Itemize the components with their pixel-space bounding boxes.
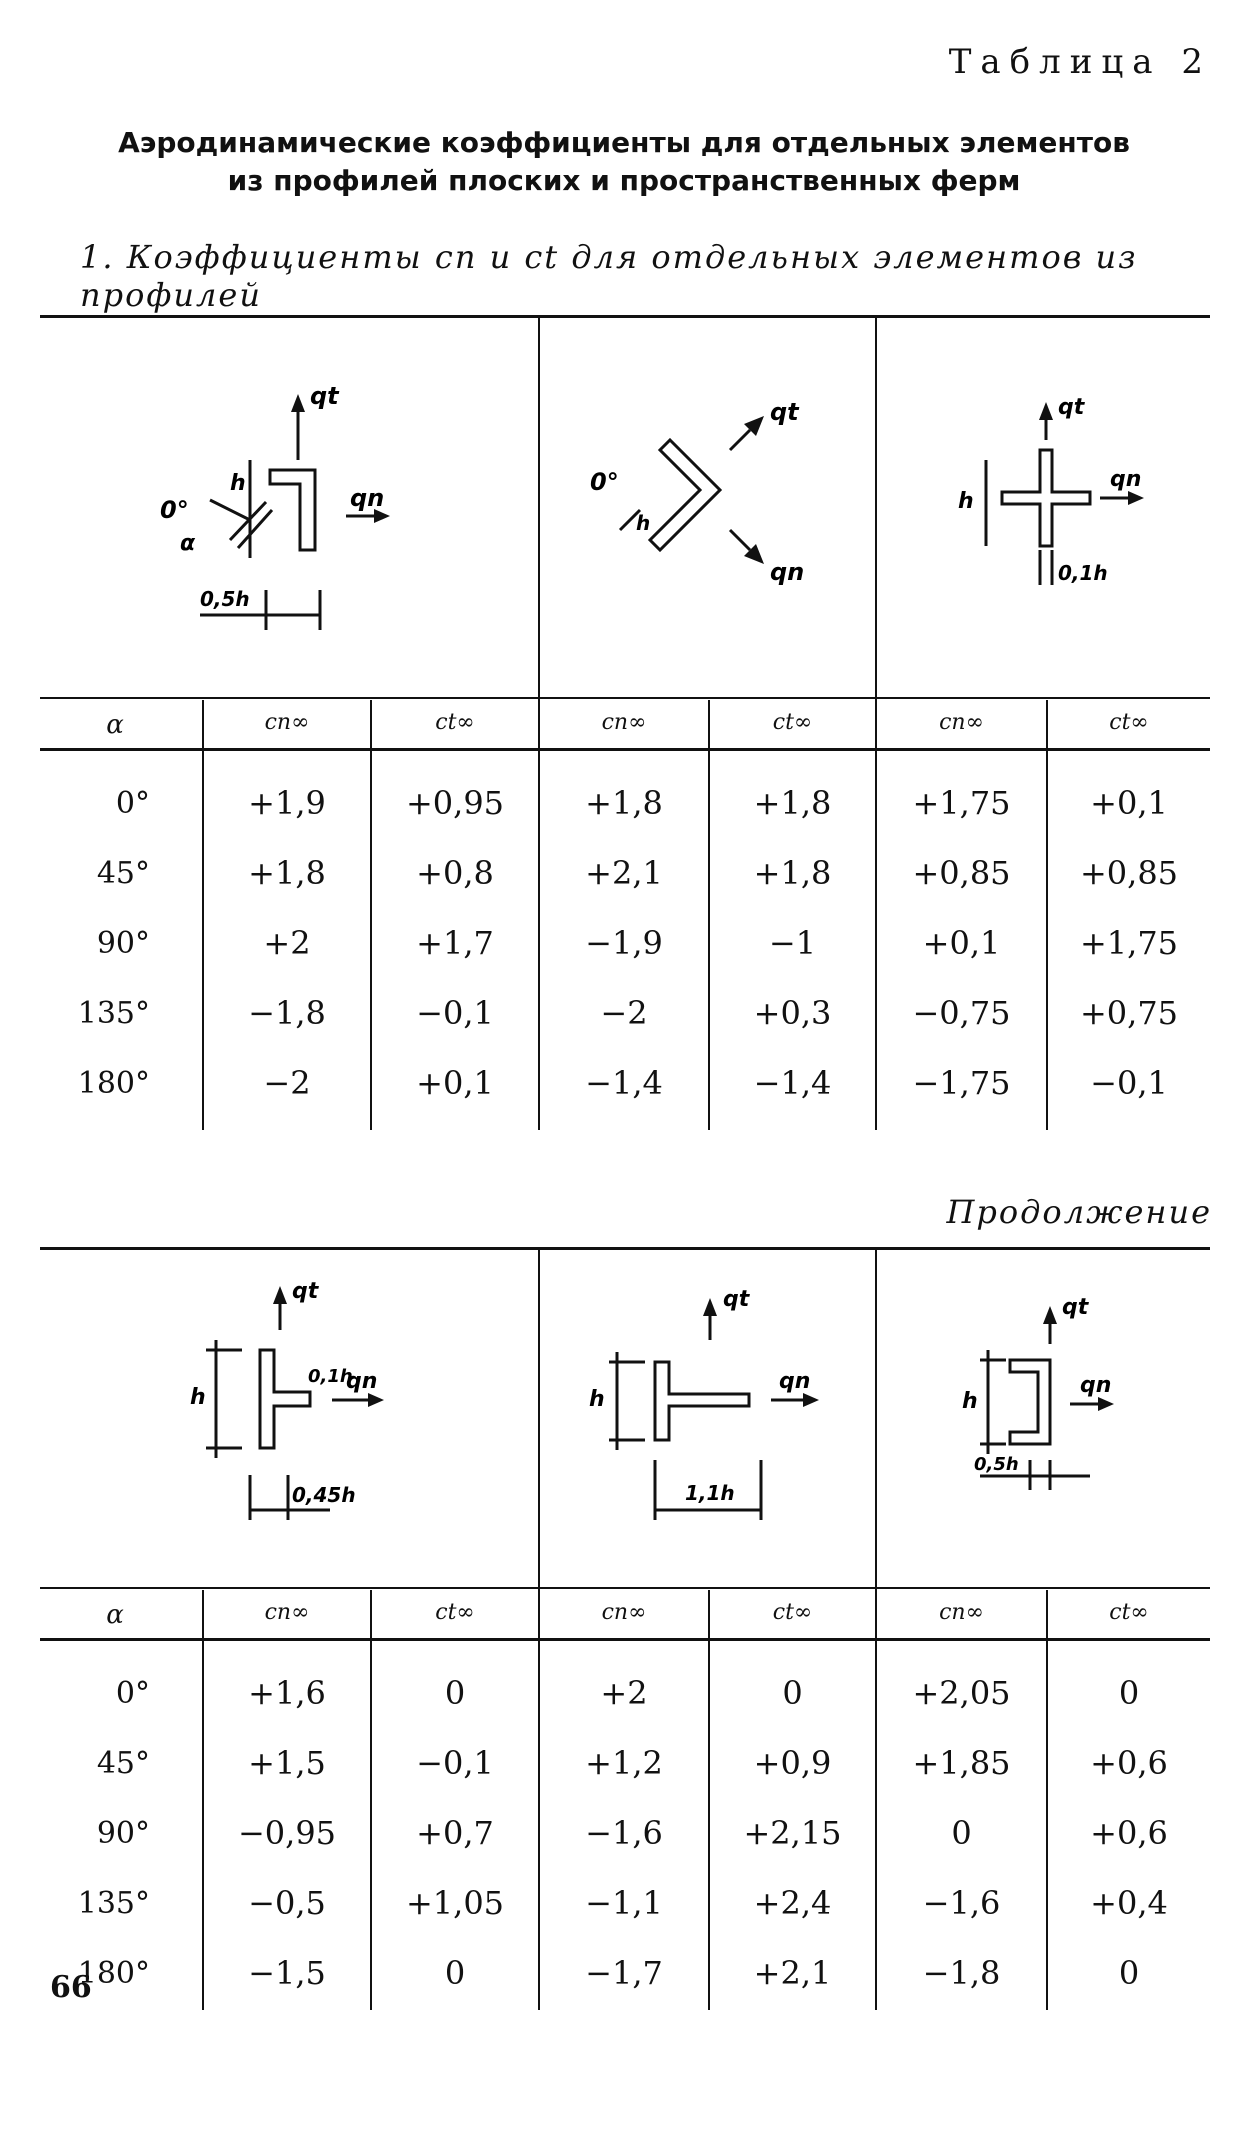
value-cell: +0,95	[405, 784, 505, 822]
value-cell: −1,4	[585, 1064, 663, 1102]
value-cell: −1,8	[922, 1954, 1001, 1992]
h-label-3: h	[958, 489, 974, 514]
h-label: h	[230, 471, 246, 496]
cn-column-header-1: cn∞	[264, 710, 310, 735]
alpha-cell: 180°	[77, 1956, 150, 1991]
value-cell: +2	[263, 924, 311, 962]
alpha-cell: 0°	[115, 786, 150, 821]
value-cell: 0	[444, 1674, 466, 1712]
value-cell: +0,75	[1079, 994, 1179, 1032]
thickness-label-3: 0,1h	[1058, 561, 1108, 585]
value-cell: −0,1	[1090, 1064, 1168, 1102]
value-cell: +0,85	[912, 854, 1011, 892]
angle-profile-diagram	[150, 380, 390, 640]
value-cell: −1,4	[753, 1064, 832, 1102]
value-cell: 0	[1118, 1674, 1140, 1712]
value-cell: +0,6	[1090, 1814, 1168, 1852]
table-2-header-bottom-rule	[40, 1638, 1210, 1641]
value-cell: +1,85	[912, 1744, 1011, 1782]
value-cell: +1,5	[248, 1744, 326, 1782]
continuation-label: Продолжение	[946, 1193, 1212, 1231]
value-cell: −1,8	[248, 994, 326, 1032]
alpha-cell: 90°	[96, 926, 150, 961]
table-1-top-rule	[40, 315, 1210, 318]
ct-column-header-6: ct∞	[1109, 1600, 1149, 1625]
qt-label-4: qt	[292, 1279, 319, 1304]
value-cell: −1,6	[922, 1884, 1001, 1922]
qt-label: qt	[310, 382, 339, 410]
value-cell: +0,1	[416, 1064, 494, 1102]
title-line-2: из профилей плоских и пространственных ферм	[227, 164, 1021, 197]
alpha-column-header: α	[106, 710, 124, 740]
value-cell: −0,1	[416, 1744, 494, 1782]
cn-column-header-3: cn∞	[939, 710, 984, 735]
qt-label-3: qt	[1058, 395, 1085, 420]
tee-profile-diagram	[170, 1270, 430, 1530]
value-cell: 0	[951, 1814, 972, 1852]
h-label-4: h	[190, 1385, 206, 1410]
zero-angle-label-2: 0°	[590, 468, 619, 496]
table-title	[0, 124, 1248, 200]
value-cell: +1,7	[416, 924, 494, 962]
ct-column-header-3: ct∞	[1109, 710, 1149, 735]
value-cell: +1,8	[753, 784, 832, 822]
value-cell: +1,8	[585, 784, 663, 822]
h-label-2: h	[636, 511, 651, 535]
width-label-6: 0,5h	[974, 1454, 1019, 1475]
value-cell: +0,1	[1090, 784, 1168, 822]
table-2-col-sep-b	[370, 1590, 372, 2010]
ct-column-header-2: ct∞	[772, 710, 813, 735]
h-label-5: h	[589, 1387, 605, 1412]
value-cell: −1,75	[912, 1064, 1011, 1102]
qn-label-6: qn	[1080, 1373, 1112, 1398]
qn-label-2: qn	[770, 558, 805, 586]
rotated-angle-diagram	[580, 380, 820, 620]
ct-column-header-5: ct∞	[772, 1600, 813, 1625]
value-cell: 0	[444, 1954, 466, 1992]
value-cell: +0,7	[416, 1814, 494, 1852]
table-2-header-top-rule	[40, 1587, 1210, 1589]
alpha-cell: 45°	[96, 1746, 150, 1781]
value-cell: +0,3	[753, 994, 832, 1032]
alpha-cell: 135°	[77, 996, 150, 1031]
long-tee-profile-diagram	[575, 1270, 855, 1530]
table-1-header-bottom-rule	[40, 748, 1210, 751]
value-cell: −1,9	[585, 924, 663, 962]
cn-column-header-2: cn∞	[601, 710, 647, 735]
table-2-col-sep-c	[708, 1590, 710, 2010]
table-2-col-sep-a	[202, 1590, 204, 2010]
thickness-label-4: 0,1h	[308, 1366, 353, 1387]
value-cell: +2,1	[753, 1954, 832, 1992]
title-line-1: Аэродинамические коэффициенты для отдельных элементов	[118, 126, 1130, 159]
value-cell: +0,1	[922, 924, 1001, 962]
alpha-label: α	[180, 531, 196, 556]
qn-label-3: qn	[1110, 467, 1142, 492]
value-cell: +1,75	[1079, 924, 1179, 962]
alpha-cell: 90°	[96, 1816, 150, 1851]
alpha-cell: 45°	[96, 856, 150, 891]
h-label-6: h	[962, 1389, 978, 1414]
ct-column-header-4: ct∞	[435, 1600, 475, 1625]
value-cell: +2,4	[753, 1884, 832, 1922]
table-1-header-top-rule	[40, 697, 1210, 699]
width-label: 0,5h	[200, 587, 250, 611]
value-cell: +2,1	[585, 854, 663, 892]
value-cell: 0	[782, 1674, 803, 1712]
value-cell: +0,8	[416, 854, 494, 892]
value-cell: −2	[263, 1064, 311, 1102]
cross-profile-diagram	[930, 380, 1170, 620]
qn-label-4: qn	[346, 1369, 378, 1394]
qt-label-5: qt	[723, 1287, 750, 1312]
qn-label: qn	[350, 484, 385, 512]
alpha-cell: 0°	[115, 1676, 150, 1711]
value-cell: −1,1	[585, 1884, 663, 1922]
alpha-cell: 135°	[77, 1886, 150, 1921]
value-cell: −0,95	[237, 1814, 337, 1852]
zero-angle-label: 0°	[160, 496, 189, 524]
value-cell: +0,9	[753, 1744, 832, 1782]
value-cell: 0	[1118, 1954, 1140, 1992]
value-cell: +2	[600, 1674, 648, 1712]
qt-label-2: qt	[770, 398, 799, 426]
value-cell: +1,2	[585, 1744, 663, 1782]
value-cell: +0,85	[1079, 854, 1179, 892]
qt-label-6: qt	[1062, 1295, 1089, 1320]
section-subtitle: 1. Коэффициенты cn и ct для отдельных элементов из профилей	[80, 238, 1138, 314]
value-cell: −0,5	[248, 1884, 326, 1922]
cn-column-header-4: cn∞	[264, 1600, 310, 1625]
value-cell: +1,75	[912, 784, 1011, 822]
cn-column-header-5: cn∞	[601, 1600, 647, 1625]
value-cell: −2	[600, 994, 648, 1032]
ct-column-header-1: ct∞	[435, 710, 475, 735]
table-label: Таблица 2	[948, 42, 1212, 82]
value-cell: +2,15	[743, 1814, 842, 1852]
value-cell: −1	[768, 924, 817, 962]
width-label-5: 1,1h	[685, 1481, 735, 1505]
value-cell: −1,6	[585, 1814, 663, 1852]
width-label-4: 0,45h	[292, 1483, 356, 1507]
value-cell: +1,6	[248, 1674, 326, 1712]
value-cell: +1,8	[753, 854, 832, 892]
alpha-cell: 180°	[77, 1066, 150, 1101]
value-cell: −0,75	[912, 994, 1011, 1032]
table-2-col-sep-d	[1046, 1590, 1048, 2010]
value-cell: +1,8	[248, 854, 326, 892]
value-cell: +2,05	[912, 1674, 1011, 1712]
value-cell: +0,4	[1090, 1884, 1168, 1922]
value-cell: −1,7	[585, 1954, 663, 1992]
value-cell: +1,05	[405, 1884, 505, 1922]
value-cell: −0,1	[416, 994, 494, 1032]
alpha-column-header-t2: α	[106, 1600, 124, 1630]
value-cell: +0,6	[1090, 1744, 1168, 1782]
qn-label-5: qn	[779, 1369, 811, 1394]
value-cell: −1,5	[248, 1954, 326, 1992]
table-2-top-rule	[40, 1247, 1210, 1250]
channel-profile-diagram	[940, 1280, 1180, 1520]
cn-column-header-6: cn∞	[939, 1600, 984, 1625]
value-cell: +1,9	[248, 784, 326, 822]
page-number: 66	[50, 1970, 92, 2005]
